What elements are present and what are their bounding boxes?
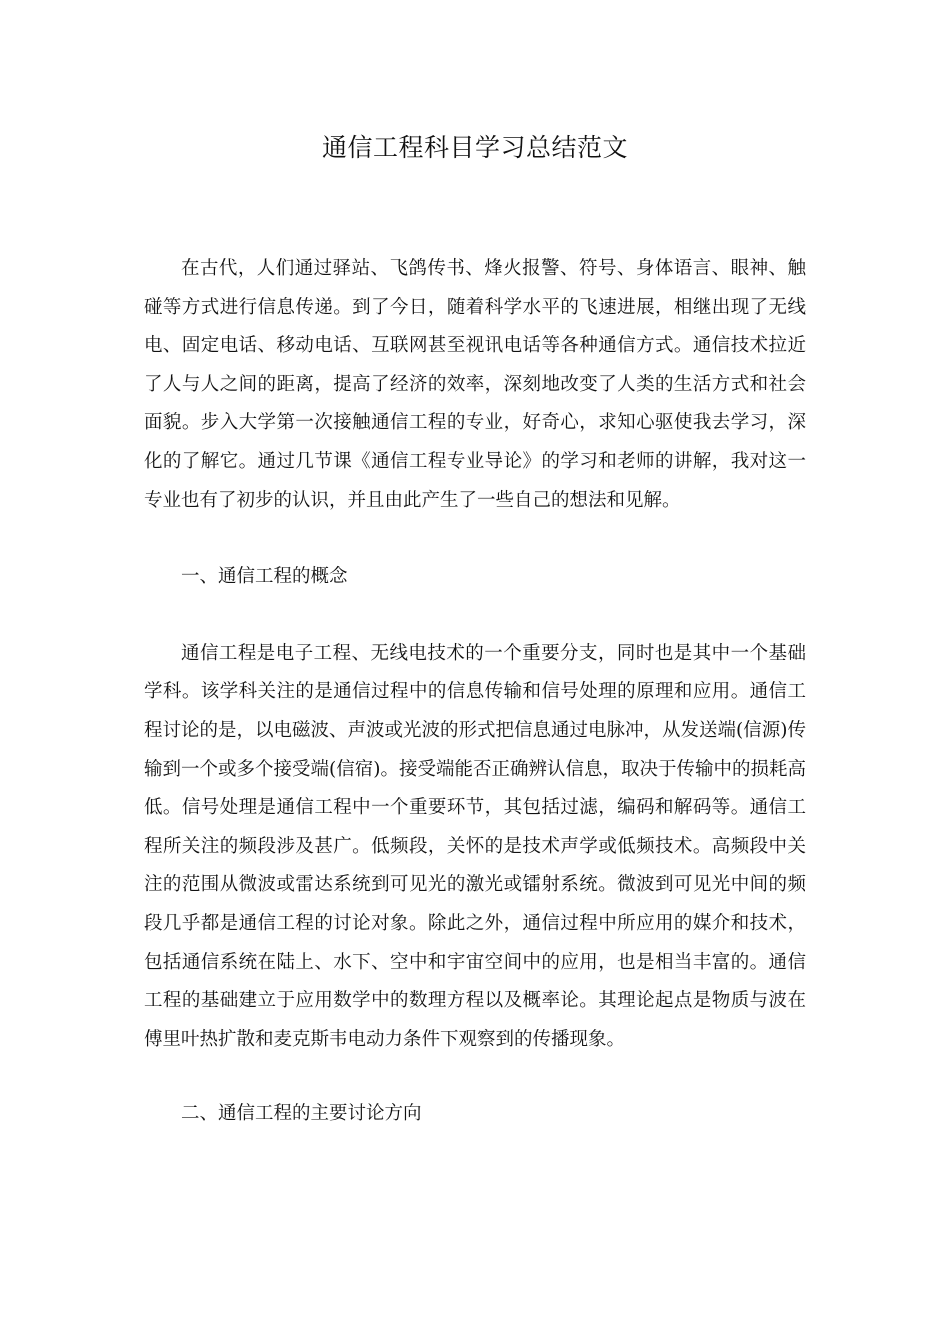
paragraph-spacer <box>144 520 806 558</box>
section-heading-1: 一、通信工程的概念 <box>181 566 348 588</box>
concept-paragraph: 通信工程是电子工程、无线电技术的一个重要分支，同时也是其中一个基础学科。该学科关注的是通信过程中的信息传输和信号处理的原理和应用。通信工程讨论的是，以电磁波、声波或光波的形式把信息通过电脉冲，从发送端(信源)传输到一个或多个接受端(信宿)。接受端能否正确辨认信息，取决于传输中的损耗高低。信号处理是通信工程中一个重要环节，其包括过滤，编码和解码等。通信工程所关注的频段涉及甚广。低频段，关怀的是技术声学或低频技术。高频段中关注的范围从微波或雷达系统到可见光的激光或镭射系统。微波到可见光中间的频段几乎都是通信工程的讨论对象。除此之外，通信过程中所应用的媒介和技术，包括通信系统在陆上、水下、空中和宇宙空间中的应用，也是相当丰富的。通信工程的基础建立于应用数学中的数理方程以及概率论。其理论起点是物质与波在傅里叶热扩散和麦克斯韦电动力条件下观察到的传播现象。 <box>144 642 806 1050</box>
document-body <box>144 250 806 1134</box>
section-heading-2: 二、通信工程的主要讨论方向 <box>181 1103 422 1125</box>
document-title: 通信工程科目学习总结范文 <box>321 133 628 162</box>
intro-paragraph: 在古代，人们通过驿站、飞鸽传书、烽火报警、符号、身体语言、眼神、触碰等方式进行信息传递。到了今日，随着科学水平的飞速进展，相继出现了无线电、固定电话、移动电话、互联网甚至视讯电话等各种通信方式。通信技术拉近了人与人之间的距离，提高了经济的效率，深刻地改变了人类的生活方式和社会面貌。步入大学第一次接触通信工程的专业，好奇心，求知心驱使我去学习，深化的了解它。通过几节课《通信工程专业导论》的学习和老师的讲解，我对这一专业也有了初步的认识，并且由此产生了一些自己的想法和见解。 <box>144 258 806 511</box>
paragraph-spacer <box>144 1059 806 1095</box>
paragraph-spacer <box>144 597 806 635</box>
